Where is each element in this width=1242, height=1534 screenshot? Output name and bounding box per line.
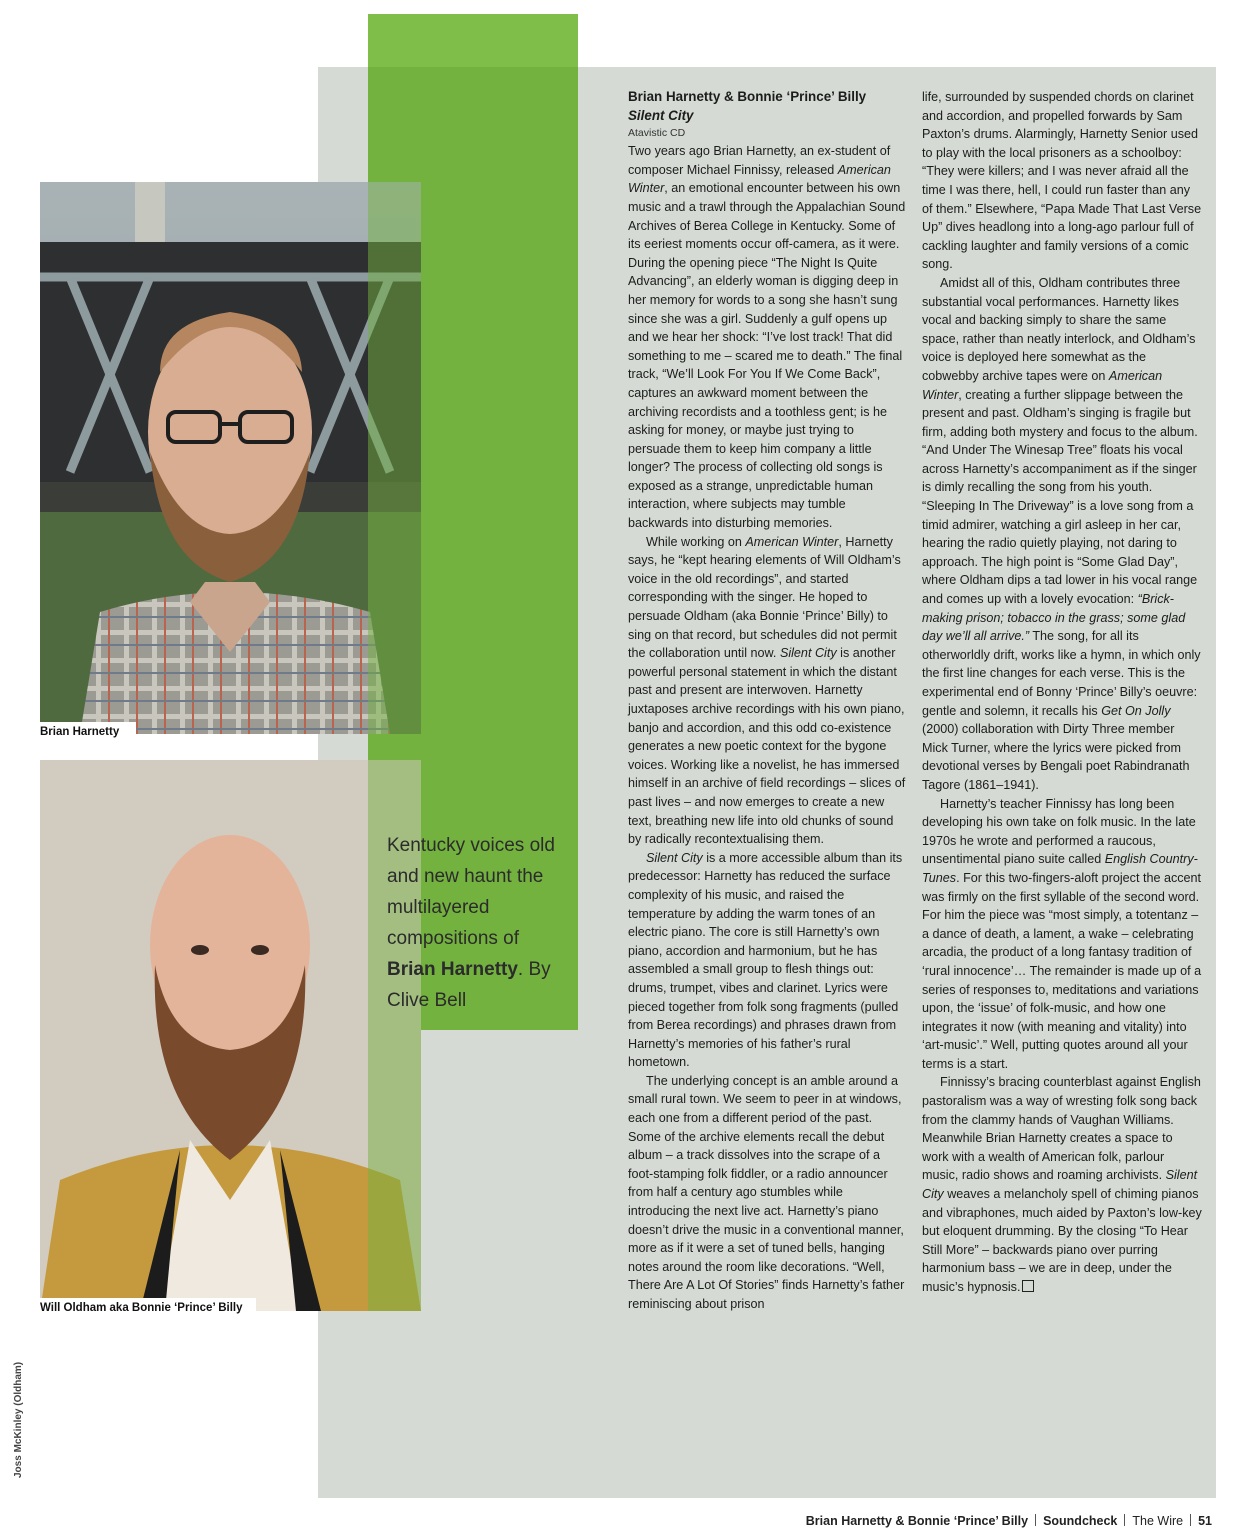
footer-section: Soundcheck xyxy=(1043,1514,1118,1528)
pull-quote-text: Kentucky voices old and new haunt the multilayered compositions of xyxy=(387,835,555,949)
photo-caption-top: Brian Harnetty xyxy=(40,722,136,738)
review-paragraph-4-start: The underlying concept is an amble around a small rural town. We seem to peer in at windows, each one from a different period of the past. Some of the archive elements recall the debut album – a track dissolves into the scrape of a foot-stamping folk fiddler, or a radio announcer from half a century ago stumbles while introducing the next live act. Harnetty’s piano doesn’t drive the music in a conventional manner, more as if it were a set of tuned bells, hanging notes around the room like decorations. “Well, There Are A Lot Of Stories” finds Harnetty’s father reminiscing about prison xyxy=(628,1073,905,1311)
footer-divider xyxy=(1124,1514,1125,1526)
end-of-article-square-icon xyxy=(1022,1280,1034,1292)
page-footer xyxy=(806,1514,1212,1528)
photo-brian-harnetty xyxy=(40,182,421,734)
review-paragraph-2: While working on American Winter, Harnetty says, he “kept hearing elements of Will Oldham’s voice in the old recordings”, and started corresponding with the singer. He hoped to persuade Oldham (aka Bonnie ‘Prince’ Billy) to sing on that record, but schedules did not permit the collaboration until now. Silent City is another powerful personal statement in which the distant past and present are interwoven. Harnetty juxtaposes archive recordings with his own piano, banjo and accordion, and this odd co-existence generates a new poetic context for the bygone voices. Working like a novelist, he has immersed himself in an archive of field recordings – slices of past lives – and now emerges to create a new text, breathing new life into old chunks of sound by radically recontextualising them. xyxy=(628,534,906,847)
review-artist: Brian Harnetty & Bonnie ‘Prince’ Billy xyxy=(628,89,867,104)
photo-caption-bottom: Will Oldham aka Bonnie ‘Prince’ Billy xyxy=(40,1298,256,1314)
photo-will-oldham xyxy=(40,760,421,1311)
review-paragraph-1: Two years ago Brian Harnetty, an ex-student of composer Michael Finnissy, released American Winter, an emotional encounter between his own music and a trawl through the Appalachian Sound Archives of Berea College in Kentucky. Some of its eeriest moments occur off-camera, as it were. During the opening piece “The Night Is Quite Advancing”, an elderly woman is digging deep in her memory for words to a song she hasn’t sung since she was a girl. Suddenly a gulf opens up and we hear her shock: “I’ve lost track! That did something to me – scared me to death.” The final track, “We’ll Look For You If We Come Back”, captures an awkward moment between the archiving recordists and a toothless gent; is he asking for money, or maybe just trying to persuade them to keep him company a little longer? The process of collecting old songs is exposed as a strange, unpredictable human interaction, where subjects may tumble backwards into disturbing memories. xyxy=(628,144,906,531)
review-album-title: Silent City xyxy=(628,107,694,123)
footer-article-title: Brian Harnetty & Bonnie ‘Prince’ Billy xyxy=(805,1514,1029,1528)
pull-quote-byline: By Clive Bell xyxy=(387,959,551,1011)
footer-divider xyxy=(1035,1514,1036,1526)
review-paragraph-6: Harnetty’s teacher Finnissy has long been developing his own take on folk music. In the late 1970s he wrote and performed a raucous, unsentimental piano suite called English Country-Tunes. For this two-fingers-aloft project the accent was firmly on the first syllable of the second word. For him the piece was “most simply, a totentanz – a dance of death, a lament, a wake – celebrating arcadia, the product of a long fantasy tradition of ‘rural innocence’… The remainder is made up of a series of responses to, meditations and variations upon, the ‘issue’ of folk-music, and how one integrates it now (with meaning and vitality) into ‘art-music’.” Well, putting quotes around all your terms is a start. xyxy=(922,796,1202,1071)
review-paragraph-3: Silent City is a more accessible album than its predecessor: Harnetty has reduced the surface complexity of his music, and raised the temperature by adding the warm tones of an electric piano. The core is still Harnetty’s own piano, accordion and harmonium, but he has assembled a small group to flesh things out: drums, trumpet, vibes and clarinet. Lyrics were pieced together from folk song fragments (pulled from Berea recordings) and phrases drawn from Harnetty’s memories of his father’s rural hometown. xyxy=(628,850,903,1070)
pull-quote-name: Brian Harnetty xyxy=(387,959,518,980)
footer-page-number: 51 xyxy=(1198,1514,1212,1528)
review-column-right xyxy=(922,88,1202,1297)
review-paragraph-5: Amidst all of this, Oldham contributes three substantial vocal performances. Harnetty likes vocal and backing simply to share the same space, rather than neatly interlock, and Oldham’s voice is deployed here somewhat as the cobwebby archive tapes were on American Winter, creating a further slippage between the present and past. Oldham’s singing is fragile but firm, adding both mystery and focus to the album. “And Under The Winesap Tree” floats his vocal across Harnetty’s accompaniment as if the singer is dimly recalling the song from his youth. “Sleeping In The Driveway” is a love song from a timid admirer, watching a girl asleep in her car, hearing the radio quietly playing, not daring to approach. The high point is “Some Glad Day”, where Oldham dips a tad lower in his vocal range and comes up with a lovely evocation: “Brick-making prison; tobacco in the grass; some glad day we’ll all arrive.” The song, for all its otherworldly drift, works like a hymn, in which only the first line changes for each verse. This is the experimental end of Bonny ‘Prince’ Billy’s oeuvre: gentle and solemn, it recalls his Get On Jolly (2000) collaboration with Dirty Three member Mick Turner, where the lyrics were picked from devotional verses by Bengali poet Rabindranath Tagore (1861–1941). xyxy=(922,275,1201,792)
review-label: Atavistic CD xyxy=(628,127,686,140)
review-paragraph-4-end: life, surrounded by suspended chords on clarinet and accordion, and propelled forwards by Sam Paxton’s drums. Alarmingly, Harnetty Senior used to play with the local prisoners as a schoolboy: “They were killers; and I was never afraid all the time I was there, hell, I could run faster than any of them.” Elsewhere, “Papa Made That Last Verse Up” dives headlong into a long-ago parlour full of cackling laughter and family versions of a comic song. xyxy=(922,90,1202,272)
review-paragraph-7: Finnissy’s bracing counterblast against English pastoralism was a way of wresting folk song back from the clammy hands of Vaughan Williams. Meanwhile Brian Harnetty creates a space to work with a wealth of American folk, parlour music, radio shows and roaming archivists. Silent City weaves a melancholy spell of chiming pianos and vibraphones, much aided by Paxton’s low-key but eloquent drumming. By the closing “To Hear Still More” – backwards piano over purring harmonium bass – we are in deep, under the music’s hypnosis. xyxy=(922,1075,1202,1294)
photo-credit: Joss McKinley (Oldham) xyxy=(13,1361,24,1478)
footer-divider xyxy=(1190,1514,1191,1526)
pull-quote: Kentucky voices old and new haunt the multilayered compositions of Brian Harnetty. By Clive Bell xyxy=(387,835,555,1011)
green-tint-overlay-top xyxy=(368,182,421,734)
green-accent-bar-top xyxy=(368,14,578,67)
footer-magazine: The Wire xyxy=(1132,1514,1184,1528)
review-column-left xyxy=(628,88,906,1314)
